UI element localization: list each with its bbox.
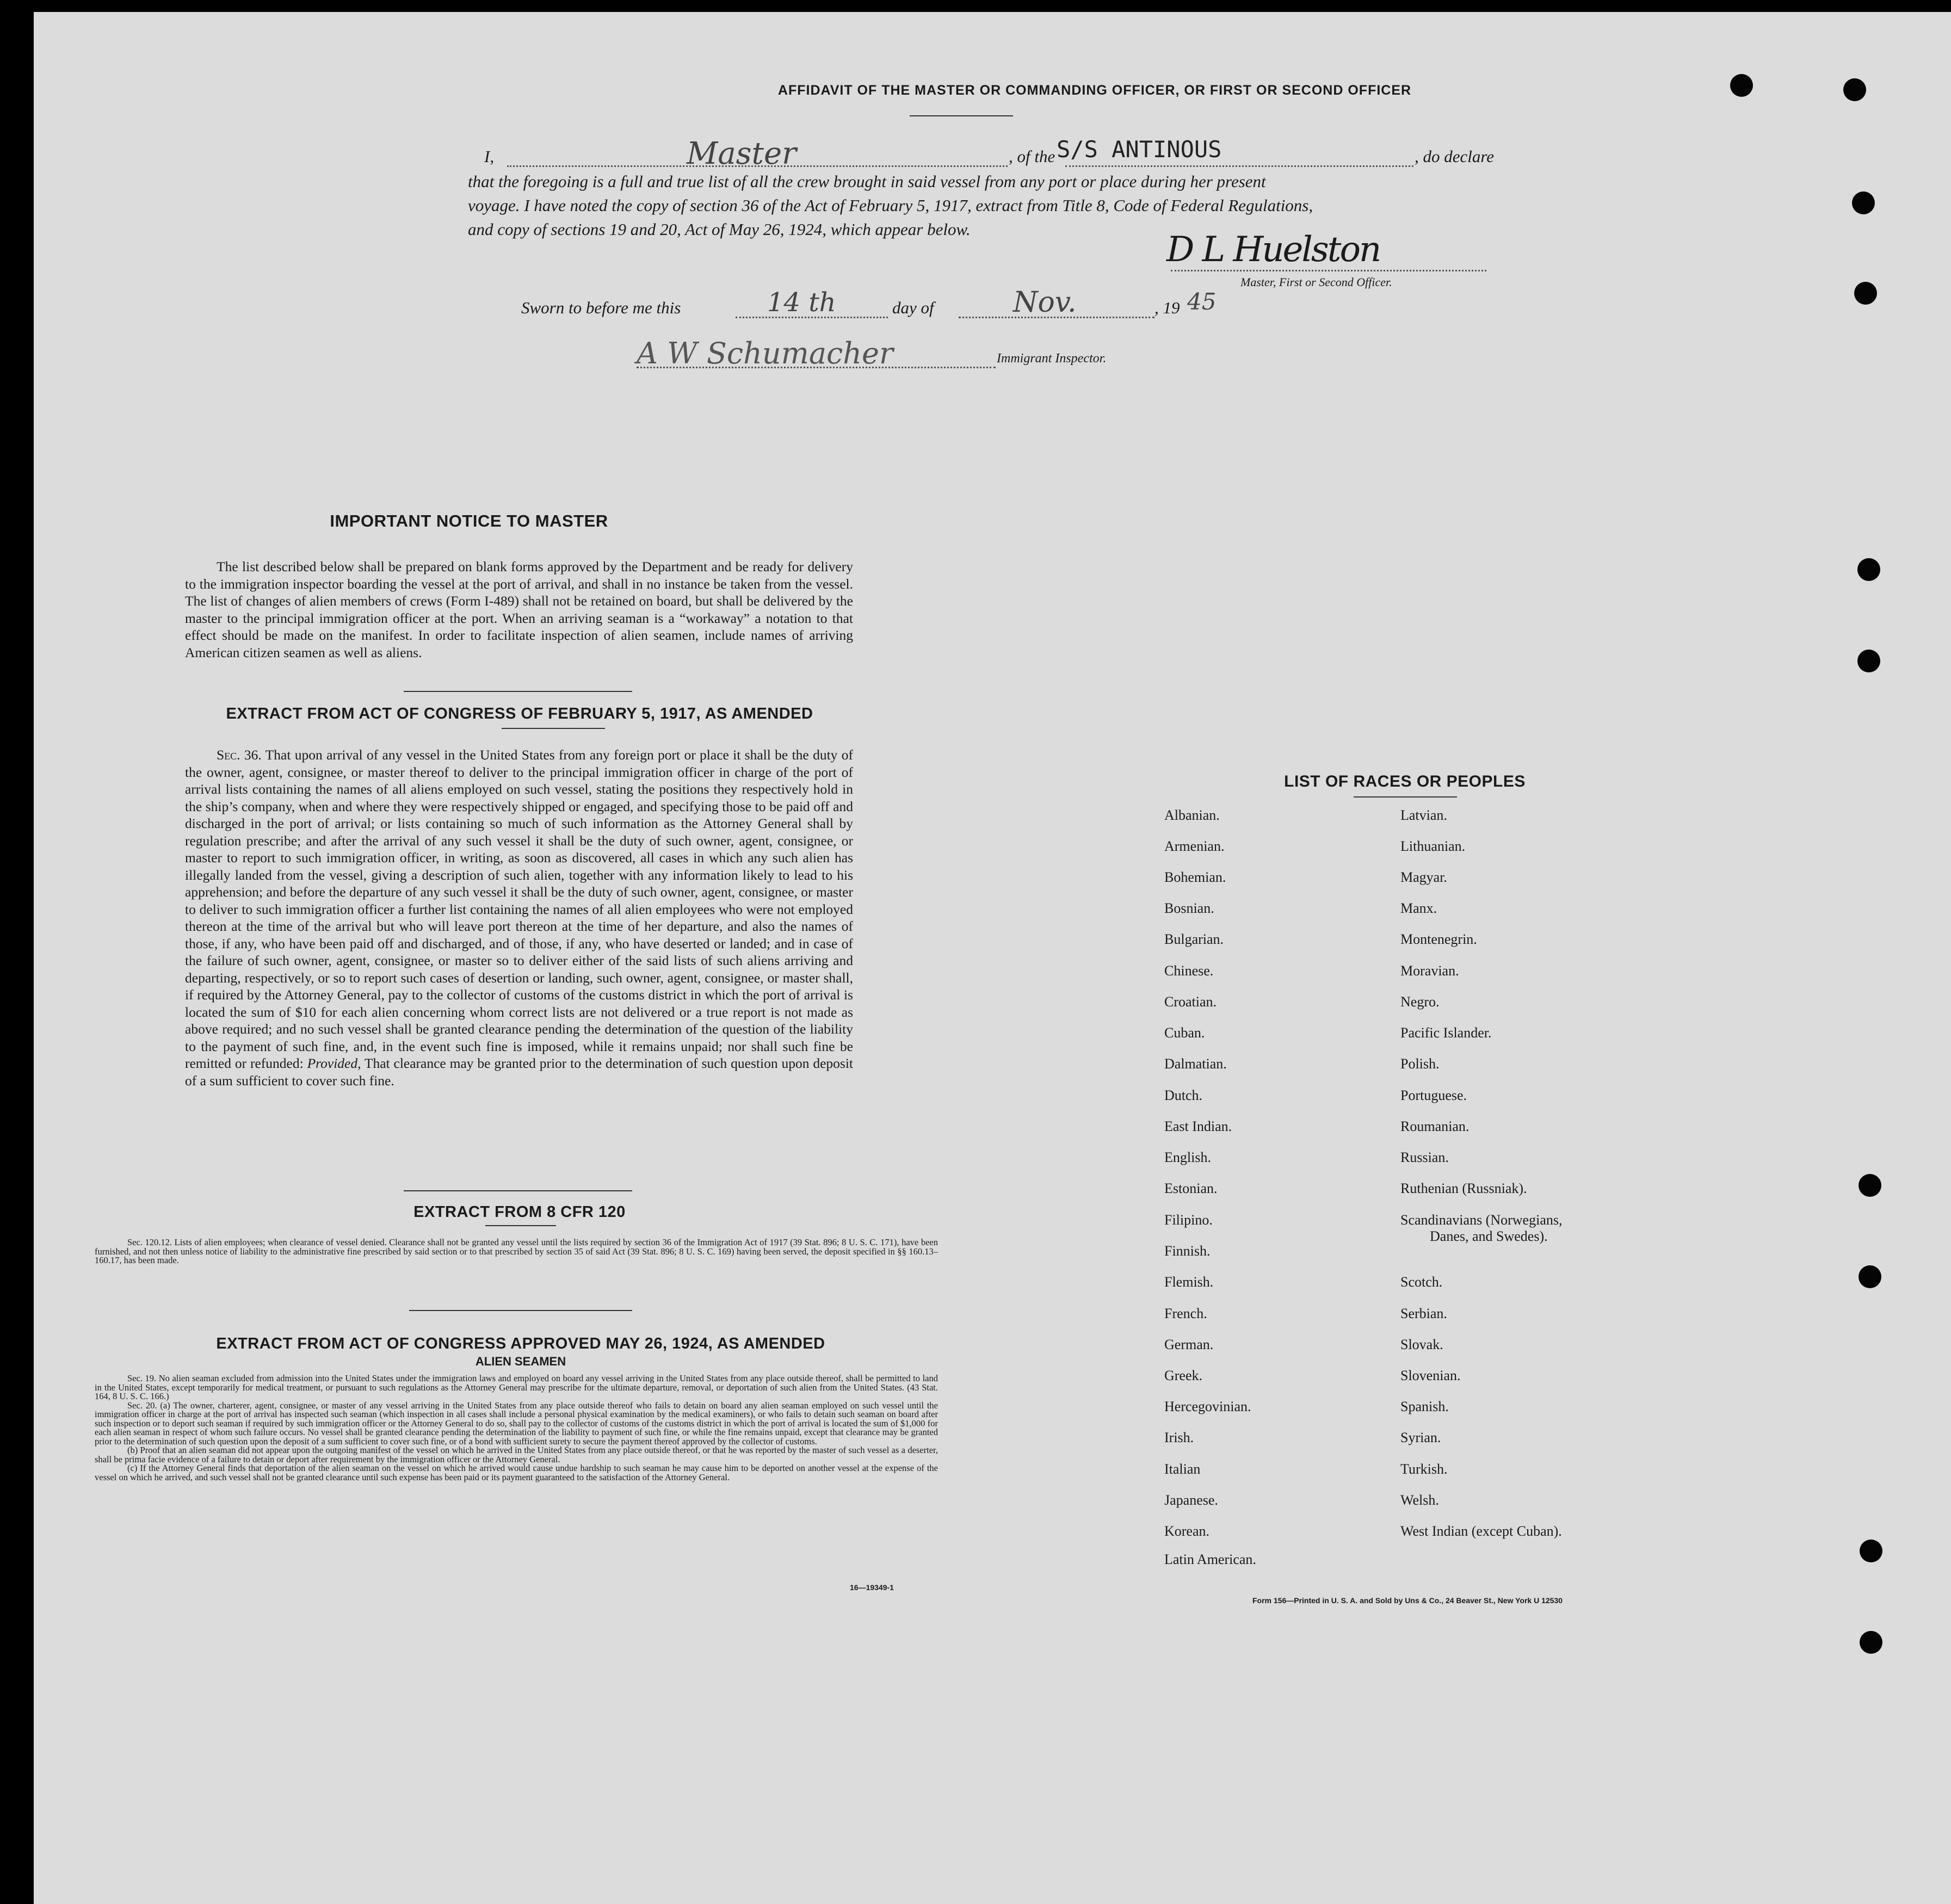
race-item: Bulgarian. (1164, 931, 1224, 947)
binder-hole (1730, 74, 1753, 97)
race-item: Scandinavians (Norwegians, (1400, 1212, 1563, 1228)
race-item: Filipino. (1164, 1212, 1213, 1228)
race-item: Finnish. (1164, 1243, 1211, 1259)
race-item: Dalmatian. (1164, 1056, 1227, 1072)
section-19: Sec. 19. No alien seaman excluded from admission into the United States under the immigration laws and employed on board any vessel arriving in the United States from any place outside thereof, shall be permitted to land in the United States, except temporarily for medical treatment, or pursuant to such regulations as the Attorney General may prescribe for the ultimate departure, removal, or deportation of such alien from the United States. (43 Stat. 164, 8 U. S. C. 166.) (95, 1373, 938, 1401)
race-item: Serbian. (1400, 1306, 1447, 1321)
extract-1924-body-block (95, 1374, 938, 1482)
race-item: French. (1164, 1306, 1207, 1321)
race-item: Latin American. (1164, 1551, 1256, 1567)
declaration-line: that the foregoing is a full and true list of all the crew brought in said vessel from any port or place during her present (468, 172, 1266, 191)
binder-hole (1854, 282, 1877, 305)
dotted-line (637, 367, 996, 368)
binder-hole (1852, 191, 1875, 214)
dotted-line (1065, 165, 1413, 167)
race-item: Irish. (1164, 1430, 1194, 1445)
race-item: Montenegrin. (1400, 931, 1477, 947)
race-item: Hercegovinian. (1164, 1399, 1251, 1414)
divider (404, 691, 632, 692)
notice-title: IMPORTANT NOTICE TO MASTER (330, 511, 608, 530)
race-item: Dutch. (1164, 1087, 1203, 1103)
race-item: Cuban. (1164, 1025, 1205, 1041)
notice-body-block (185, 558, 853, 661)
race-item: Polish. (1400, 1056, 1440, 1072)
divider (404, 1190, 632, 1191)
provided-label: Provided, (307, 1055, 361, 1071)
of-the-label: , of the (1009, 147, 1055, 166)
notice-body: The list described below shall be prepared on blank forms approved by the Department and be ready for delivery to the immigration inspector boarding the vessel at the port of arrival, and shall in no instance be taken from the vessel. The list of changes of alien members of crews (Form I-489) shall not be retained on board, but shall be delivered by the master to the principal immigration officer at the port. When an arriving seaman is a “workaway” a notation to that effect should be made on the manifest. In order to facilitate inspection of alien seamen, include names of arriving American citizen seamen as well as aliens. (185, 559, 853, 660)
race-item: Pacific Islander. (1400, 1025, 1492, 1041)
sworn-month: Nov. (1013, 286, 1077, 319)
race-item: Magyar. (1400, 869, 1447, 885)
signature-caption: Master, First or Second Officer. (1240, 275, 1392, 289)
race-item: Armenian. (1164, 838, 1225, 854)
race-item: Chinese. (1164, 963, 1214, 979)
form-code: 16—19349-1 (850, 1583, 894, 1592)
vessel-name: S/S ANTINOUS (1057, 136, 1222, 163)
binder-hole (1860, 1540, 1882, 1562)
race-item: Scotch. (1400, 1274, 1443, 1290)
inspector-signature: A W Schumacher (637, 336, 893, 370)
race-item: Spanish. (1400, 1399, 1449, 1414)
day-of-label: day of (892, 298, 934, 317)
section-20a: Sec. 20. (a) The owner, charterer, agent, consignee, or master of any vessel arriving in the United States from any place outside thereof who fails to detain on board any alien seaman employed on such vessel until the immigration officer in charge at the port of arrival has inspected such seaman (which inspection in all cases shall include a personal physical examination by the medical examiners), or who fails to detain such seaman on board after such inspection or to deport such seaman if required by such immigration officer or the Attorney General to do so, shall pay to the collector of customs of the customs district in which the port of arrival is located the sum of $1,000 for each alien seaman in respect of whom such failure occurs. No vessel shall be granted clearance pending the determination of the liability to payment of such fine, or while the fine remains unpaid, except that clearance may be granted prior to the determination of such question upon the deposit of a sum sufficient to cover such fine, or of a bond with sufficient surety to secure the payment thereof approved by the collector of customs. (95, 1400, 938, 1446)
race-item: Welsh. (1400, 1492, 1439, 1508)
year-prefix: , 19 (1154, 298, 1180, 317)
binder-hole (1860, 1631, 1882, 1654)
race-item: East Indian. (1164, 1118, 1232, 1134)
cfr-body-block (95, 1238, 938, 1265)
race-item: Albanian. (1164, 807, 1220, 823)
extract-1924-subtitle: ALIEN SEAMEN (475, 1355, 566, 1368)
race-item: Greek. (1164, 1368, 1203, 1383)
binder-hole (1859, 1265, 1881, 1288)
cfr-body: Sec. 120.12. Lists of alien employees; when clearance of vessel denied. Clearance shall not be granted any vessel until the lists required by section 36 of the Immigration Act of 1917 (39 Stat. 896; 8 U. S. C. 171), have been furnished, and not then unless notice of liability to the administrative fine prescribed by said section or to that prescribed by section 35 of said Act (39 Stat. 896; 8 U. S. C. 169) having been served, the deposit specified in §§ 160.13–160.17, has been made. (95, 1237, 938, 1265)
extract-1917-title: EXTRACT FROM ACT OF CONGRESS OF FEBRUARY 5, 1917, AS AMENDED (226, 705, 813, 722)
sworn-label: Sworn to before me this (521, 298, 681, 317)
declarant-label: I, (484, 147, 495, 166)
race-item: Danes, and Swedes). (1430, 1228, 1548, 1244)
race-item: Japanese. (1164, 1492, 1218, 1508)
binder-hole (1857, 558, 1880, 581)
printer-note: Form 156—Printed in U. S. A. and Sold by Uns & Co., 24 Beaver St., New York U 12530 (1252, 1596, 1563, 1605)
section-20b: (b) Proof that an alien seaman did not appear upon the outgoing manifest of the vessel on which he arrived in the United States from any place outside thereof, or that he was reported by the master of such vessel as a deserter, shall be prima facie evidence of a failure to detain or deport after requirement by the immigration officer or the Attorney General. (95, 1445, 938, 1464)
do-declare-label: , do declare (1415, 147, 1495, 166)
master-signature: D L Huelston (1166, 230, 1380, 270)
race-item: Slovenian. (1400, 1368, 1461, 1383)
year-suffix: 45 (1187, 288, 1217, 315)
race-item: German. (1164, 1337, 1214, 1352)
races-title: LIST OF RACES OR PEOPLES (1284, 772, 1526, 790)
dotted-line (1171, 270, 1486, 271)
race-item: Russian. (1400, 1149, 1449, 1165)
race-item: Ruthenian (Russniak). (1400, 1180, 1527, 1196)
divider (409, 1310, 632, 1311)
divider (485, 1225, 556, 1226)
race-item: Korean. (1164, 1523, 1210, 1539)
master-handwritten: Master (687, 136, 797, 171)
race-item: Flemish. (1164, 1274, 1214, 1290)
race-item: West Indian (except Cuban). (1400, 1523, 1562, 1539)
binder-hole (1857, 650, 1880, 672)
divider (502, 728, 605, 729)
race-item: Moravian. (1400, 963, 1459, 979)
extract-1917-body (185, 746, 853, 1089)
cfr-title: EXTRACT FROM 8 CFR 120 (413, 1203, 626, 1221)
race-item: Bosnian. (1164, 900, 1214, 916)
race-item: English. (1164, 1149, 1211, 1165)
sworn-day: 14 th (767, 287, 836, 318)
race-item: Manx. (1400, 900, 1437, 916)
race-item: Portuguese. (1400, 1087, 1467, 1103)
section-36-text: That upon arrival of any vessel in the United States from any foreign port or place it shall be the duty of the owner, agent, consignee, or master thereof to deliver to the principal immigration officer in charge of the port of arrival lists containing the names of all aliens employed on such vessel, stating the positions they respectively hold in the ship’s company, when and where they were respectively shipped or engaged, and specifying those to be paid off and discharged in the port of arrival; or lists containing so much of such information as the Attorney General shall by regulation prescribe; and after the arrival of any such vessel it shall be the duty of such owner, agent, consignee, or master to report to such immigration officer, in writing, as soon as discovered, all cases in which any such alien has illegally landed from the vessel, giving a description of such alien, together with any information likely to lead to his apprehension; and before the departure of any such vessel it shall be the duty of such owner, agent, consignee, or master to deliver to such immigration officer a further list containing the names of all alien employees who were not employed thereon at the time of the arrival but who will leave port thereon at the time of her departure, and also the names of those, if any, who have been paid off and discharged, and of those, if any, who have deserted or landed; and in case of the failure of such owner, agent, consignee, or master so to deliver either of the said lists of such aliens arriving and departing, respectively, or so to report such cases of desertion or landing, such owner, agent, consignee, or master shall, if required by the Attorney General, pay to the collector of customs of the customs district in which the port of arrival is located the sum of $10 for each alien concerning whom correct lists are not delivered or a true report is not made as above required; and no such vessel shall be granted clearance pending the determination of the question of the liability to the payment of such fine, and, in the event such fine is imposed, while it remains unpaid; nor shall such fine be remitted or refunded: (185, 747, 853, 1071)
race-item: Slovak. (1400, 1337, 1443, 1352)
section-20c: (c) If the Attorney General finds that deportation of the alien seaman on the vessel on which he arrived would cause undue hardship to such seaman he may cause him to be deported on another vessel at the expense of the vessel on which he arrived, and such vessel shall not be granted clearance until such expense has been paid or its payment guaranteed to the satisfaction of the Attorney General. (95, 1463, 938, 1482)
affidavit-title: AFFIDAVIT OF THE MASTER OR COMMANDING OFFICER, OR FIRST OR SECOND OFFICER (777, 83, 1412, 98)
extract-1917-body-block (185, 746, 853, 1089)
race-item: Negro. (1400, 994, 1440, 1010)
binder-hole (1859, 1174, 1881, 1197)
divider (1354, 796, 1457, 798)
section-36-text-end: That clearance may be granted prior to the determination of such question upon deposit of a sum sufficient to cover such fine. (185, 1055, 853, 1089)
extract-1924-title: EXTRACT FROM ACT OF CONGRESS APPROVED MAY 26, 1924, AS AMENDED (216, 1335, 825, 1352)
race-item: Italian (1164, 1461, 1201, 1477)
race-item: Turkish. (1400, 1461, 1448, 1477)
race-item: Lithuanian. (1400, 838, 1466, 854)
race-item: Roumanian. (1400, 1118, 1470, 1134)
inspector-caption: Immigrant Inspector. (997, 351, 1107, 366)
race-item: Bohemian. (1164, 869, 1226, 885)
race-item: Syrian. (1400, 1430, 1441, 1445)
divider (910, 115, 1013, 116)
race-item: Latvian. (1400, 807, 1447, 823)
race-item: Estonian. (1164, 1180, 1218, 1196)
declaration-line: and copy of sections 19 and 20, Act of May 26, 1924, which appear below. (468, 220, 971, 239)
section-label: Sec. 36. (217, 747, 262, 763)
race-item: Croatian. (1164, 994, 1217, 1010)
binder-hole (1843, 78, 1866, 101)
declaration-line: voyage. I have noted the copy of section 36 of the Act of February 5, 1917, extract from Title 8, Code of Federal Regulations, (468, 196, 1313, 215)
document-page (34, 12, 1951, 1904)
